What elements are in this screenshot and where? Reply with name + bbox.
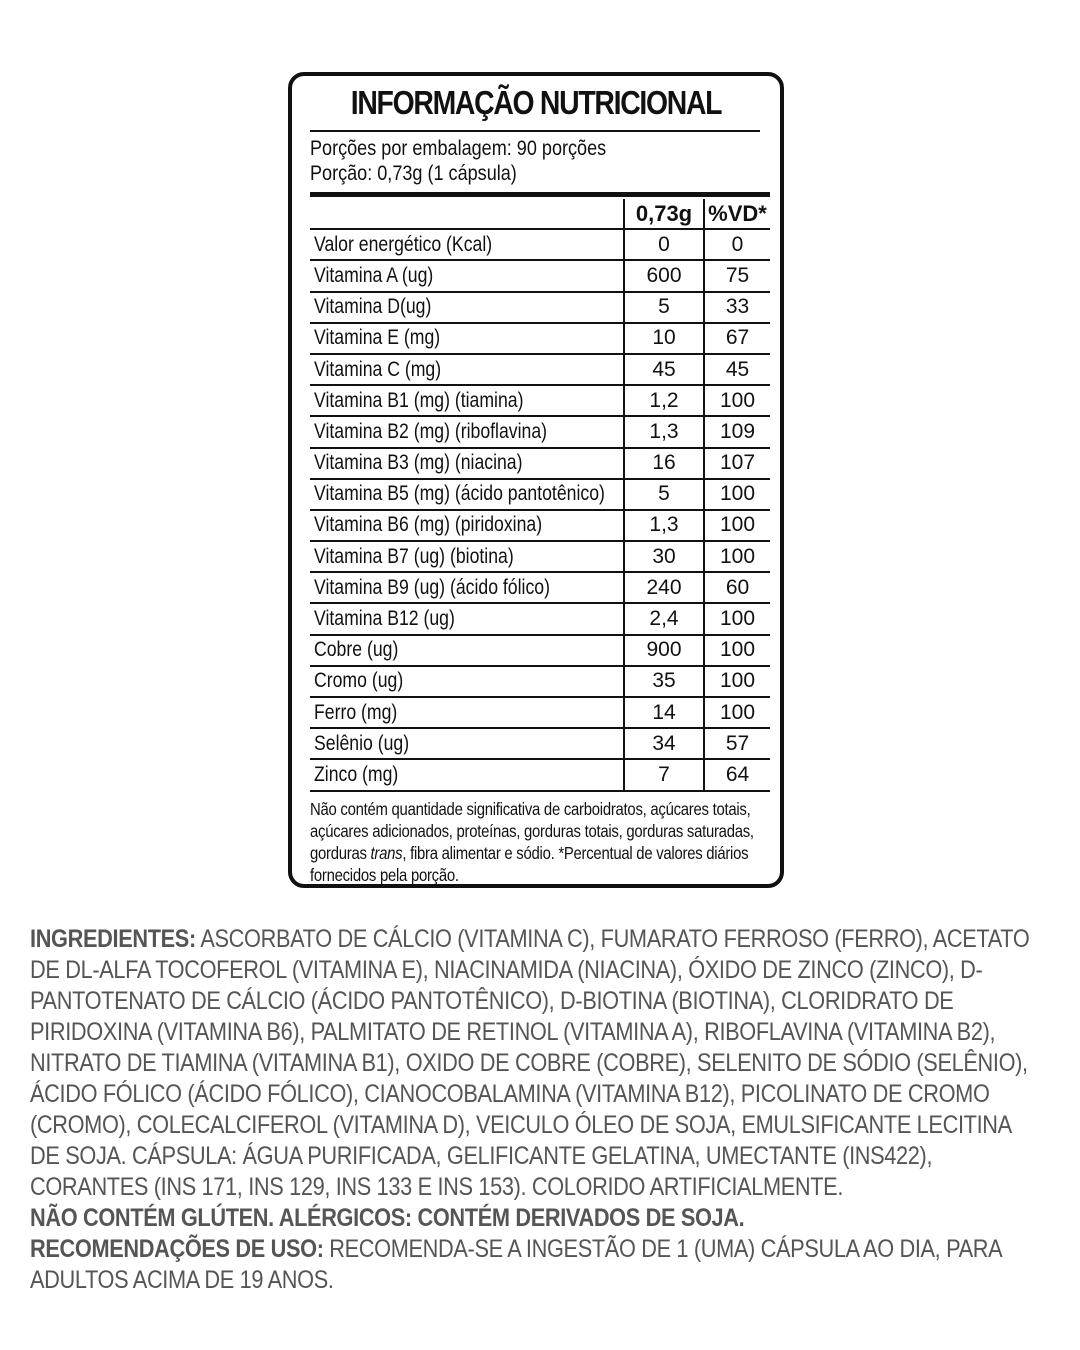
nutrient-amount: 1,3 [624, 510, 704, 541]
nutrient-name-text: Vitamina C (mg) [314, 357, 442, 381]
nutrient-amount: 5 [624, 479, 704, 510]
table-row [310, 385, 770, 416]
nutrient-name-text: Vitamina D(ug) [314, 295, 432, 319]
nutrient-dv: 100 [704, 635, 770, 666]
nutrient-dv: 107 [704, 448, 770, 479]
table-row [310, 541, 770, 572]
nutrient-name [310, 354, 624, 385]
nutrient-dv: 45 [704, 354, 770, 385]
usage-paragraph [30, 1234, 1044, 1296]
nutrient-name-text: Vitamina B2 (mg) (riboflavina) [314, 419, 548, 443]
ingredients-label: INGREDIENTES: [30, 925, 196, 953]
footnote-trans: trans [370, 843, 403, 863]
nutrient-amount: 5 [624, 292, 704, 323]
table-header-row [310, 199, 770, 229]
nutrient-name-text: Selênio (ug) [314, 731, 410, 755]
table-row [310, 323, 770, 354]
nutrient-name-text: Vitamina B5 (mg) (ácido pantotênico) [314, 482, 605, 506]
nutrient-dv: 100 [704, 541, 770, 572]
nutrient-name [310, 541, 624, 572]
nutrient-amount: 34 [624, 728, 704, 759]
footnote-part-a: Não contém quantidade significativa de carboidratos, açúcares totais, açúcares adicionados, proteínas, gorduras totais, gorduras saturadas, gorduras [310, 799, 754, 863]
table-row [310, 479, 770, 510]
table-row [310, 292, 770, 323]
nutrient-name-text: Vitamina B12 (ug) [314, 607, 455, 631]
nutrition-table [310, 199, 770, 792]
nutrient-name [310, 479, 624, 510]
footnote [310, 798, 769, 886]
nutrient-amount: 30 [624, 541, 704, 572]
nutrient-amount: 16 [624, 448, 704, 479]
serving-size: Porção: 0,73g (1 cápsula) [310, 162, 517, 185]
nutrient-amount: 10 [624, 323, 704, 354]
nutrient-dv: 60 [704, 572, 770, 603]
nutrient-name [310, 292, 624, 323]
usage-label: RECOMENDAÇÕES DE USO: [30, 1235, 324, 1263]
table-row [310, 728, 770, 759]
nutrient-name-text: Zinco (mg) [314, 762, 399, 786]
footnote-part-b: , fibra alimentar e sódio. *Percentual de valores diários fornecidos pela porção. [310, 843, 749, 885]
nutrient-dv: 64 [704, 759, 770, 790]
usage-text: RECOMENDA-SE A INGESTÃO DE 1 (UMA) CÁPSULA AO DIA, PARA ADULTOS ACIMA DE 19 ANOS. [30, 1235, 1002, 1294]
nutrient-amount: 35 [624, 666, 704, 697]
table-row [310, 416, 770, 447]
nutrient-amount: 1,2 [624, 385, 704, 416]
nutrient-dv: 100 [704, 385, 770, 416]
title-divider [310, 130, 760, 132]
nutrient-dv: 100 [704, 697, 770, 728]
nutrient-name [310, 323, 624, 354]
nutrient-name-text: Cromo (ug) [314, 669, 404, 693]
nutrient-amount: 14 [624, 697, 704, 728]
nutrient-name [310, 635, 624, 666]
nutrient-dv: 100 [704, 510, 770, 541]
table-row [310, 354, 770, 385]
ingredients-text: ASCORBATO DE CÁLCIO (VITAMINA C), FUMARATO FERROSO (FERRO), ACETATO DE DL-ALFA TOCOFEROL (VITAMINA E), NIACINAMIDA (NIACINA), ÓXIDO DE ZINCO (ZINCO), D-PANTOTENATO DE CÁLCIO (ÁCIDO PANTOTÊNICO), D-BIOTINA (BIOTINA), CLORIDRATO DE PIRIDOXINA (VITAMINA B6), PALMITATO DE RETINOL (VITAMINA A), RIBOFLAVINA (VITAMINA B2), NITRATO DE TIAMINA (VITAMINA B1), OXIDO DE COBRE (COBRE), SELENITO DE SÓDIO (SELÊNIO), ÁCIDO FÓLICO (ÁCIDO FÓLICO), CIANOCOBALAMINA (VITAMINA B12), PICOLINATO DE CROMO (CROMO), COLECALCIFEROL (VITAMINA D), VEICULO ÓLEO DE SOJA, EMULSIFICANTE LECITINA DE SOJA. CÁPSULA: ÁGUA PURIFICADA, GELIFICANTE GELATINA, UMECTANTE (INS422), CORANTES (INS 171, INS 129, INS 133 E INS 153). COLORIDO ARTIFICIALMENTE. [30, 925, 1030, 1201]
nutrient-name [310, 572, 624, 603]
allergen-warning: NÃO CONTÉM GLÚTEN. ALÉRGICOS: CONTÉM DERIVADOS DE SOJA. [30, 1204, 745, 1232]
nutrient-name [310, 260, 624, 291]
nutrient-name-text: Vitamina B6 (mg) (piridoxina) [314, 513, 543, 537]
nutrient-amount: 45 [624, 354, 704, 385]
nutrient-name [310, 666, 624, 697]
nutrient-dv: 100 [704, 666, 770, 697]
nutrient-name [310, 229, 624, 260]
nutrient-amount: 900 [624, 635, 704, 666]
nutrient-name [310, 510, 624, 541]
nutrient-name-text: Valor energético (Kcal) [314, 232, 493, 256]
nutrient-name [310, 448, 624, 479]
nutrient-name [310, 385, 624, 416]
nutrient-name-text: Ferro (mg) [314, 700, 398, 724]
servings-per-pack: Porções por embalagem: 90 porções [310, 137, 607, 160]
nutrient-amount: 1,3 [624, 416, 704, 447]
table-row [310, 666, 770, 697]
nutrient-dv: 57 [704, 728, 770, 759]
ingredients-paragraph [30, 924, 1044, 1203]
nutrient-amount: 2,4 [624, 603, 704, 634]
nutrition-rows [310, 229, 770, 790]
nutrient-name [310, 697, 624, 728]
table-row [310, 229, 770, 260]
nutrient-name [310, 603, 624, 634]
nutrient-amount: 0 [624, 229, 704, 260]
nutrient-amount: 600 [624, 260, 704, 291]
nutrient-dv: 100 [704, 479, 770, 510]
table-row [310, 759, 770, 790]
table-row [310, 603, 770, 634]
nutrient-name-text: Vitamina B3 (mg) (niacina) [314, 451, 523, 475]
panel-title: INFORMAÇÃO NUTRICIONAL [350, 84, 722, 121]
table-row [310, 697, 770, 728]
nutrient-name [310, 728, 624, 759]
nutrient-name [310, 759, 624, 790]
nutrient-dv: 0 [704, 229, 770, 260]
nutrient-name [310, 416, 624, 447]
nutrient-amount: 7 [624, 759, 704, 790]
header-amount: 0,73g [624, 199, 704, 229]
table-top-bar [310, 192, 770, 197]
table-row [310, 635, 770, 666]
ingredients-block [30, 924, 1044, 1296]
header-blank [310, 199, 624, 229]
nutrient-name-text: Vitamina A (ug) [314, 263, 434, 287]
nutrient-dv: 67 [704, 323, 770, 354]
table-row [310, 260, 770, 291]
nutrient-dv: 100 [704, 603, 770, 634]
nutrient-name-text: Vitamina E (mg) [314, 326, 441, 350]
nutrient-amount: 240 [624, 572, 704, 603]
table-row [310, 448, 770, 479]
table-row [310, 572, 770, 603]
nutrient-dv: 109 [704, 416, 770, 447]
table-row [310, 510, 770, 541]
nutrient-name-text: Vitamina B9 (ug) (ácido fólico) [314, 575, 550, 599]
nutrient-dv: 33 [704, 292, 770, 323]
header-dv: %VD* [704, 199, 770, 229]
nutrient-name-text: Vitamina B1 (mg) (tiamina) [314, 388, 524, 412]
nutrient-name-text: Cobre (ug) [314, 638, 399, 662]
nutrient-name-text: Vitamina B7 (ug) (biotina) [314, 544, 514, 568]
nutrition-facts-panel [288, 72, 784, 888]
nutrient-dv: 75 [704, 260, 770, 291]
